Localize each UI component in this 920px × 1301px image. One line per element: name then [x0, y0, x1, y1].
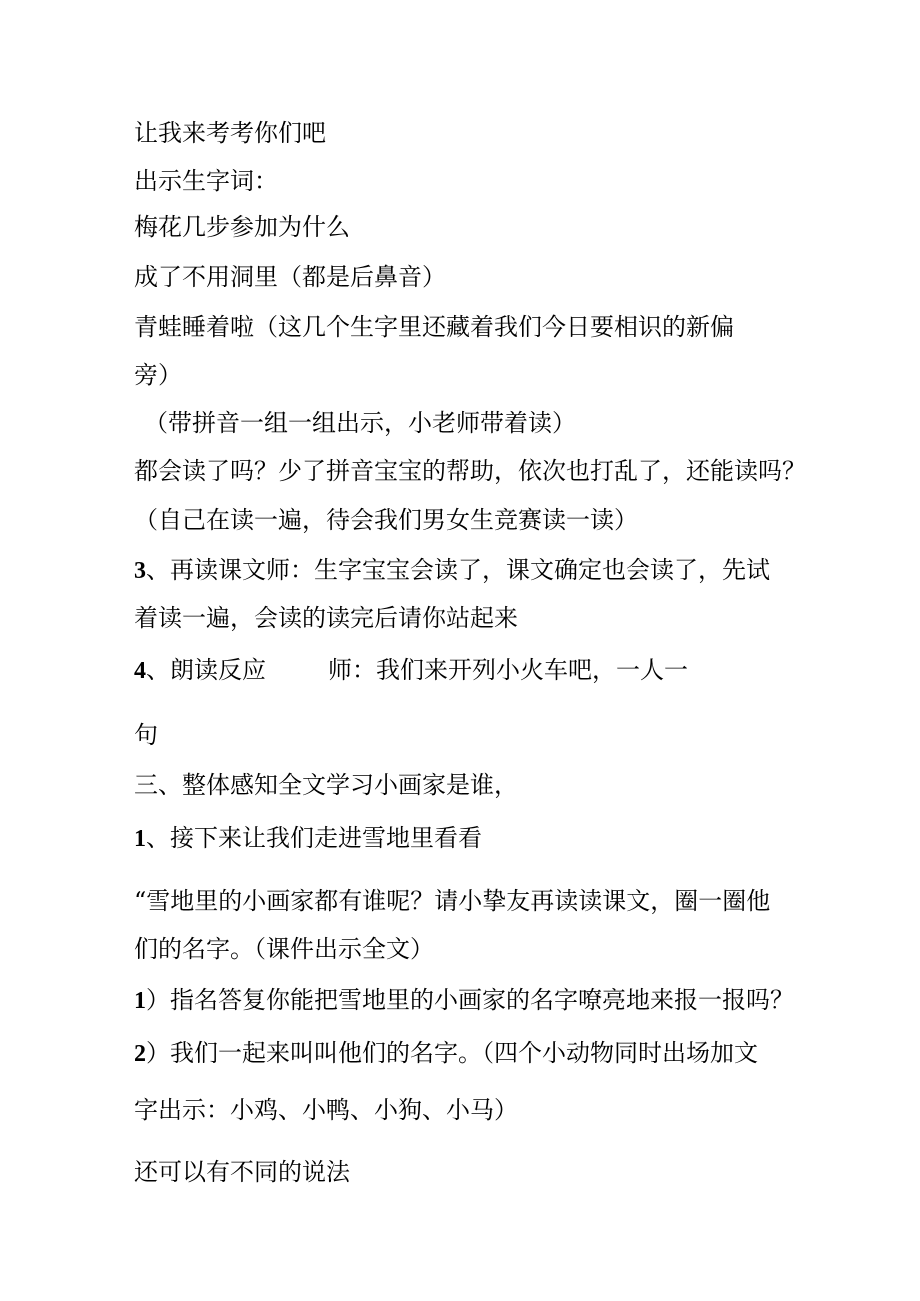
- sub-1-text: ）指名答复你能把雪地里的小画家的名字嘹亮地来报一报吗？: [146, 986, 794, 1014]
- section-4-text: 师：我们来开列小火车吧，一人一: [328, 656, 688, 684]
- part-3-heading: 三、整体感知全文学习小画家是谁，: [134, 771, 518, 799]
- step-1-line: [134, 823, 482, 854]
- text-line-22: 还可以有不同的说法: [134, 1158, 350, 1186]
- sub-1-line: [134, 985, 794, 1016]
- section-4-number: 4: [134, 658, 146, 684]
- sub-1-number: 1: [134, 988, 146, 1014]
- step-1-text: 、接下来让我们走进雪地里看看: [146, 824, 482, 852]
- text-line-5: 青蛙睡着啦（这几个生字里还藏着我们今日要相识的新偏: [134, 313, 734, 341]
- sub-2-number: 2: [134, 1041, 146, 1067]
- step-1-number: 1: [134, 826, 146, 852]
- text-line-4: 成了不用洞里（都是后鼻音）: [134, 263, 446, 291]
- text-line-18: 们的名字。（课件出示全文）: [134, 935, 434, 963]
- section-4-line: [134, 655, 688, 686]
- text-line-8: 都会读了吗？少了拼音宝宝的帮助，依次也打乱了，还能读吗？: [134, 457, 806, 485]
- text-line-6: 旁）: [134, 361, 182, 389]
- sub-2-text: ）我们一起来叫叫他们的名字。（四个小动物同时出场加文: [146, 1039, 758, 1067]
- text-line-1: 让我来考考你们吧: [134, 119, 326, 147]
- section-3-number: 3: [134, 558, 146, 584]
- text-line-17: “雪地里的小画家都有谁呢？请小挚友再读读课文，圈一圈他: [134, 887, 771, 915]
- sub-2-line: [134, 1038, 758, 1069]
- text-line-3: 梅花几步参加为什么: [134, 213, 350, 241]
- section-4-title: 、朗读反应: [146, 656, 266, 684]
- section-3-line: [134, 555, 770, 586]
- text-line-2: 出示生字词：: [134, 167, 278, 195]
- section-3-text: 、再读课文师：生字宝宝会读了，课文确定也会读了，先试: [146, 556, 770, 584]
- text-line-14: 句: [134, 721, 158, 749]
- text-line-11: 着读一遍，会读的读完后请你站起来: [134, 604, 518, 632]
- text-line-7: （带拼音一组一组出示，小老师带着读）: [144, 409, 576, 437]
- text-line-9: （自己在读一遍，待会我们男女生竞赛读一读）: [134, 506, 638, 534]
- text-line-21: 字出示：小鸡、小鸭、小狗、小马）: [134, 1096, 518, 1124]
